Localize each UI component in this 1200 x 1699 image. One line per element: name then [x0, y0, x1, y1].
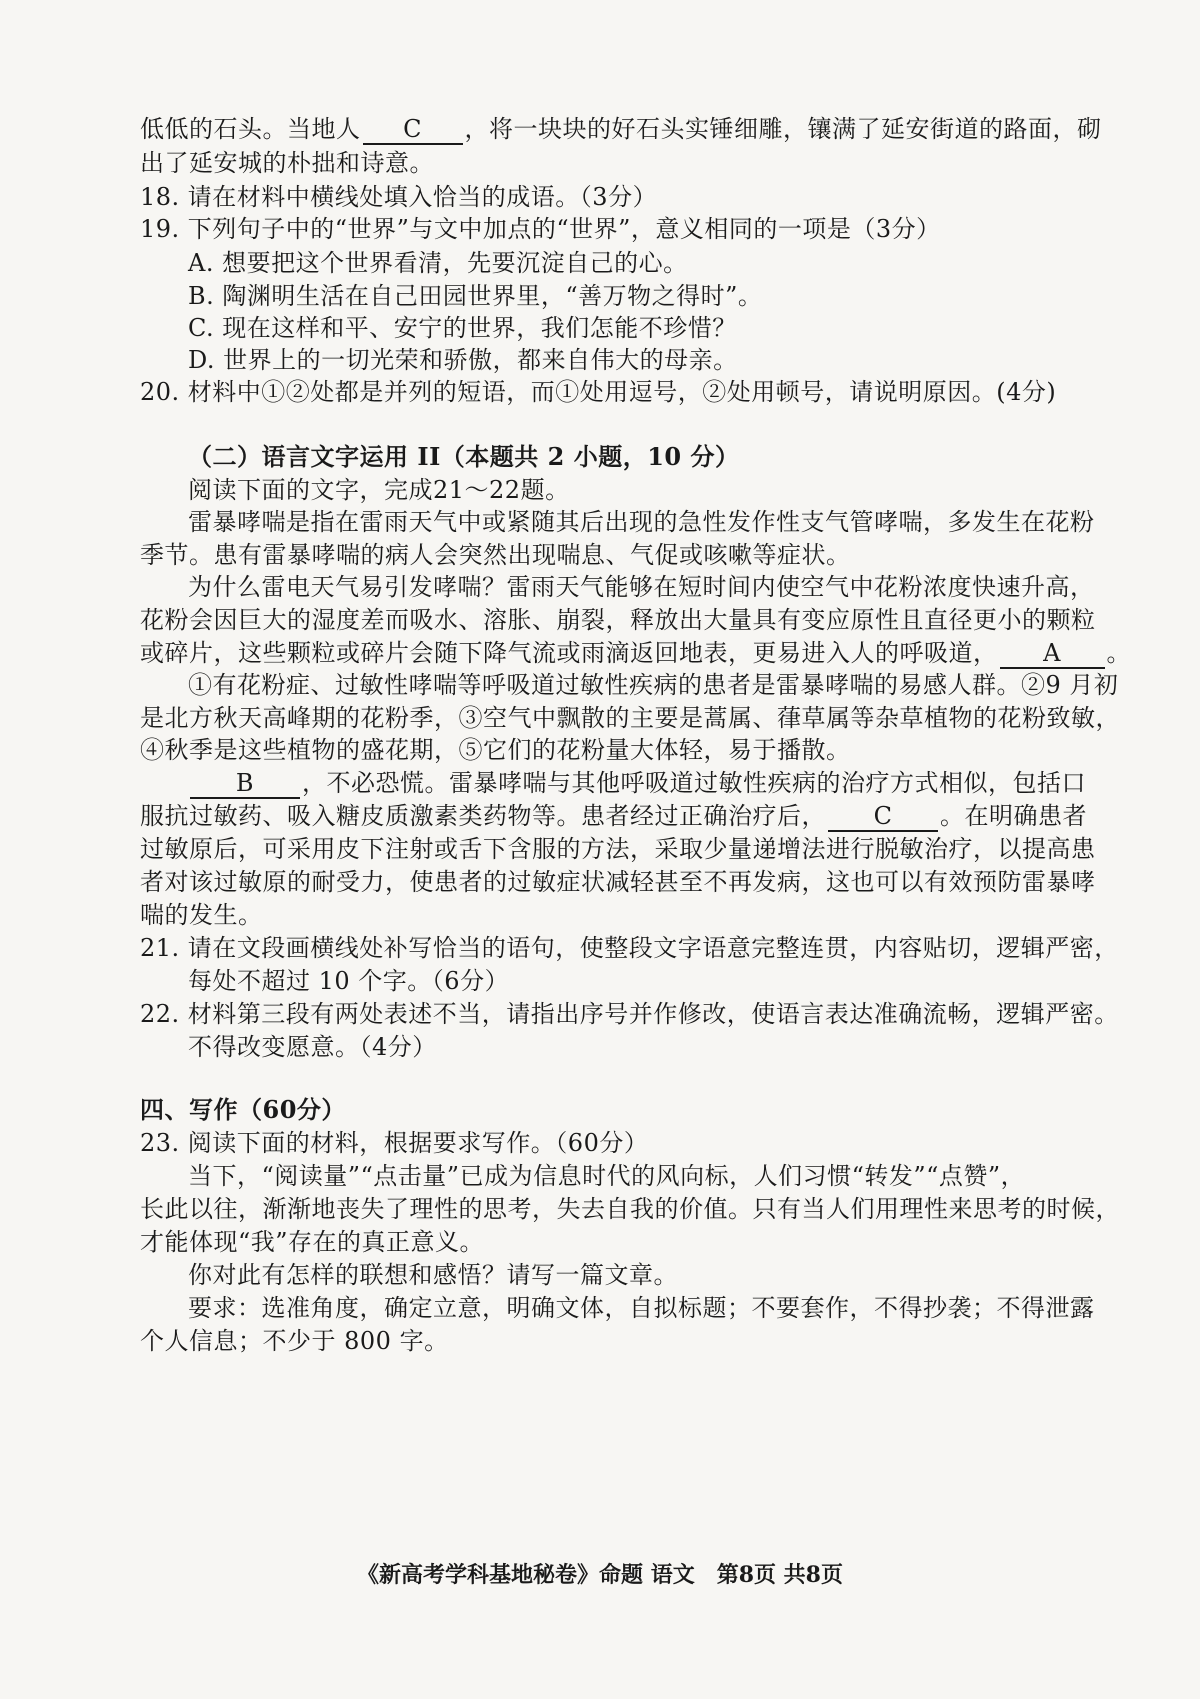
paragraph-line: 你对此有怎样的联想和感悟？请写一篇文章。	[188, 1261, 678, 1289]
paragraph-line: ④秋季是这些植物的盛花期，⑤它们的花粉量大体轻，易于播散。	[140, 736, 851, 764]
text-segment: ，将一块块的好石头实锤细雕，镶满了延安街道的路面，砌	[464, 115, 1102, 143]
answer-blank: A	[1000, 639, 1105, 669]
question-19: 19. 下列句子中的“世界”与文中加点的“世界”，意义相同的一项是（3分）	[140, 215, 941, 243]
paragraph-line: 个人信息；不少于 800 字。	[140, 1327, 449, 1355]
answer-blank: C	[828, 802, 938, 832]
paragraph-line: 为什么雷电天气易引发哮喘？雷雨天气能够在短时间内使空气中花粉浓度快速升高，	[188, 573, 1095, 601]
text-segment: ，不必恐慌。雷暴哮喘与其他呼吸道过敏性疾病的治疗方式相似，包括口	[302, 769, 1086, 797]
question-23: 23. 阅读下面的材料，根据要求写作。（60分）	[140, 1129, 649, 1157]
question-18: 18. 请在材料中横线处填入恰当的成语。（3分）	[140, 183, 658, 211]
paragraph-line: ①有花粉症、过敏性哮喘等呼吸道过敏性疾病的患者是雷暴哮喘的易感人群。②9 月初	[188, 671, 1119, 699]
paragraph-line: 者对该过敏原的耐受力，使患者的过敏症状减轻甚至不再发病，这也可以有效预防雷暴哮	[140, 868, 1096, 896]
paragraph-line: 当下，“阅读量”“点击量”已成为信息时代的风向标，人们习惯“转发”“点赞”，	[188, 1162, 1026, 1190]
paragraph-line: 长此以往，渐渐地丧失了理性的思考，失去自我的价值。只有当人们用理性来思考的时候，	[140, 1195, 1120, 1223]
section-heading: 四、写作（60分）	[140, 1095, 346, 1124]
paragraph-line: 季节。患有雷暴哮喘的病人会突然出现喘息、气促或咳嗽等症状。	[140, 541, 851, 569]
reading-instruction: 阅读下面的文字，完成21～22题。	[188, 476, 570, 504]
paragraph-line: 喘的发生。	[140, 901, 263, 929]
text-segment: 或碎片，这些颗粒或碎片会随下降气流或雨滴返回地表，更易进入人的呼吸道，	[140, 639, 998, 667]
paragraph-line: 花粉会因巨大的湿度差而吸水、溶胀、崩裂，释放出大量具有变应原性且直径更小的颗粒	[140, 606, 1096, 634]
paragraph-line	[140, 636, 1131, 670]
paragraph-line: 才能体现“我”存在的真正意义。	[140, 1228, 485, 1256]
text-segment: 低低的石头。当地人	[140, 115, 361, 143]
paragraph-line: 雷暴哮喘是指在雷雨天气中或紧随其后出现的急性发作性支气管哮喘，多发生在花粉	[188, 508, 1095, 536]
question-22-cont: 不得改变愿意。（4分）	[188, 1033, 437, 1061]
page-footer: 《新高考学科基地秘卷》命题 语文 第8页 共8页	[357, 1562, 843, 1588]
question-22: 22. 材料第三段有两处表述不当，请指出序号并作修改，使语言表达准确流畅，逻辑严密。	[140, 1000, 1119, 1028]
question-21-cont: 每处不超过 10 个字。（6分）	[188, 967, 510, 995]
option-a: A. 想要把这个世界看清，先要沉淀自己的心。	[188, 249, 688, 277]
section-heading: （二）语言文字运用 II（本题共 2 小题，10 分）	[188, 442, 740, 471]
text-line	[140, 112, 1102, 146]
text-segment: 服抗过敏药、吸入糖皮质激素类药物等。患者经过正确治疗后，	[140, 802, 826, 830]
text-segment: 。	[1106, 639, 1131, 667]
paragraph-line: 是北方秋天高峰期的花粉季，③空气中飘散的主要是蒿属、葎草属等杂草植物的花粉致敏，	[140, 704, 1120, 732]
paragraph-line: 要求：选准角度，确定立意，明确文体，自拟标题；不要套作，不得抄袭；不得泄露	[188, 1294, 1095, 1322]
answer-blank: C	[363, 115, 463, 145]
paragraph-line: 过敏原后，可采用皮下注射或舌下含服的方法，采取少量递增法进行脱敏治疗，以提高患	[140, 835, 1096, 863]
text-line: 出了延安城的朴拙和诗意。	[140, 149, 434, 177]
option-d: D. 世界上的一切光荣和骄傲，都来自伟大的母亲。	[188, 346, 738, 374]
paragraph-line	[140, 799, 1087, 833]
question-21: 21. 请在文段画横线处补写恰当的语句，使整段文字语意完整连贯，内容贴切，逻辑严密，	[140, 934, 1119, 962]
text-segment: 。在明确患者	[940, 802, 1087, 830]
question-20: 20. 材料中①②处都是并列的短语，而①处用逗号，②处用顿号，请说明原因。(4分)	[140, 378, 1057, 406]
paragraph-line	[188, 766, 1086, 800]
option-c: C. 现在这样和平、安宁的世界，我们怎能不珍惜？	[188, 314, 737, 342]
option-b: B. 陶渊明生活在自己田园世界里，“善万物之得时”。	[188, 282, 763, 310]
answer-blank: B	[190, 769, 300, 799]
